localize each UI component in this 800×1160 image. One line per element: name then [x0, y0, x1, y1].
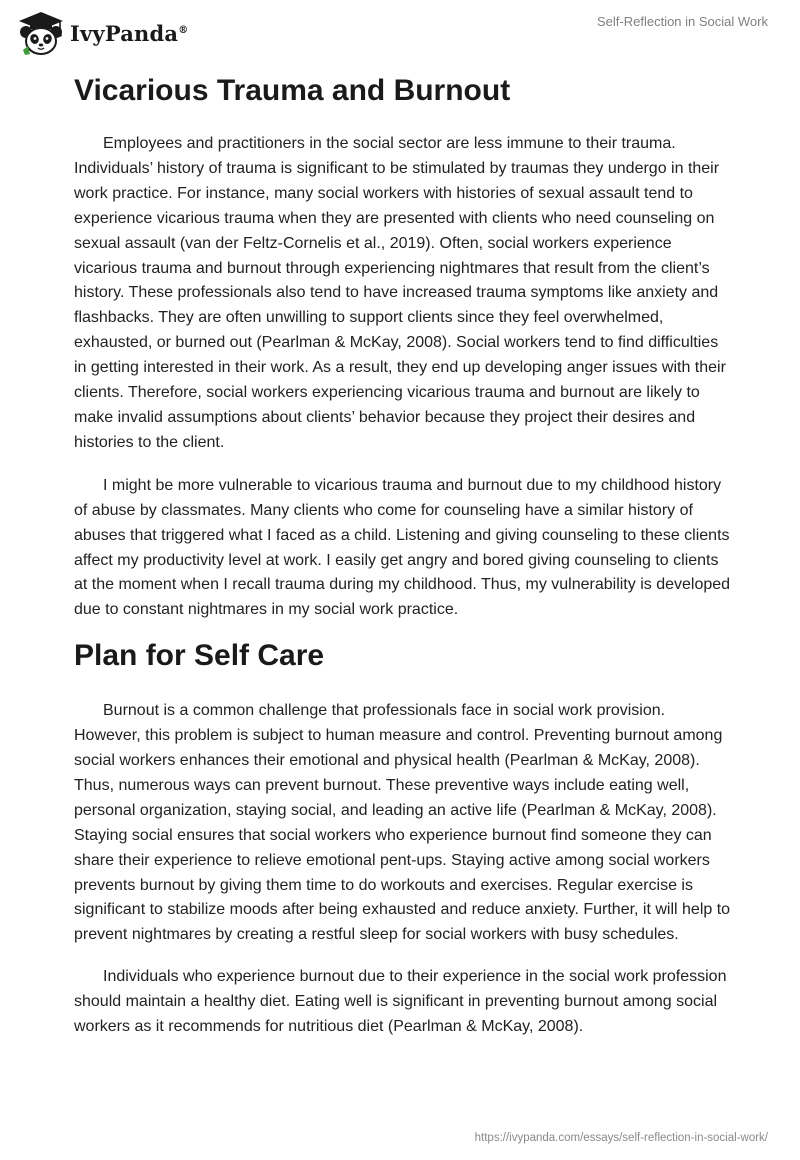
section-heading-vicarious-trauma: Vicarious Trauma and Burnout [74, 74, 511, 107]
paragraph: I might be more vulnerable to vicarious trauma and burnout due to my childhood history of abuse by classmates. Many clients who come for counseling have a similar history of abuses that triggered what I faced as a child. Listening and giving counseling to these clients affect my productivity level at work. I easily get angry and bored giving counseling to clients at the moment when I recall trauma during my childhood. Thus, my vulnerability is developed due to constant nightmares in my social work practice. [74, 476, 731, 619]
paragraph: Individuals who experience burnout due to their experience in the social work profession should maintain a healthy diet. Eating well is significant in preventing burnout among social workers as it recommends for nutritious diet (Pearlman & McKay, 2008). [74, 968, 727, 1036]
brand-name: IvyPanda® [70, 20, 189, 46]
paragraph: Burnout is a common challenge that professionals face in social work provision. However, this problem is subject to human measure and control. Preventing burnout among social workers enhances their emotional and physical health (Pearlman & McKay, 2008). Thus, numerous ways can prevent burnout. These preventive ways include eating well, personal organization, staying social, and leading an active life (Pearlman & McKay, 2008). Staying social ensures that social workers who experience burnout find someone they can share their experience to relieve emotional pent-ups. Staying active among social workers prevents burnout by giving them time to do workouts and exercises. Regular exercise is significant to stabilize moods after being exhausted and reduce anxiety. Further, it will help to prevent nightmares by creating a restful sleep for social workers with busy schedules. [74, 702, 731, 944]
essay-content [74, 68, 734, 1040]
section-heading-self-care-plan: Plan for Self Care [74, 639, 325, 673]
brand-logo[interactable] [16, 10, 188, 56]
source-url[interactable]: https://ivypanda.com/essays/self-reflection-in-social-work/ [474, 1132, 768, 1144]
page-header [0, 0, 800, 60]
paragraph: Employees and practitioners in the social sector are less immune to their trauma. Individuals’ history of trauma is significant to be stimulated by traumas they undergo in their work practice. For instance, many social workers with histories of sexual assault tend to experience vicarious trauma when they are presented with clients who need counseling on sexual assault (van der Feltz-Cornelis et al., 2019). Often, social workers experience vicarious trauma and burnout through experiencing nightmares that result from the client’s history. These professionals also tend to have increased trauma symptoms like anxiety and flashbacks. They are often unwilling to support clients since they feel overwhelmed, exhausted, or burned out (Pearlman & McKay, 2008). Social workers tend to find difficulties in getting interested in their work. As a result, they end up developing anger issues with their clients. Therefore, social workers experiencing vicarious trauma and burnout are likely to make invalid assumptions about clients’ behavior because they project their desires and histories to the client. [74, 135, 726, 451]
panda-graduate-icon [16, 10, 66, 56]
document-title: Self-Reflection in Social Work [597, 14, 768, 29]
